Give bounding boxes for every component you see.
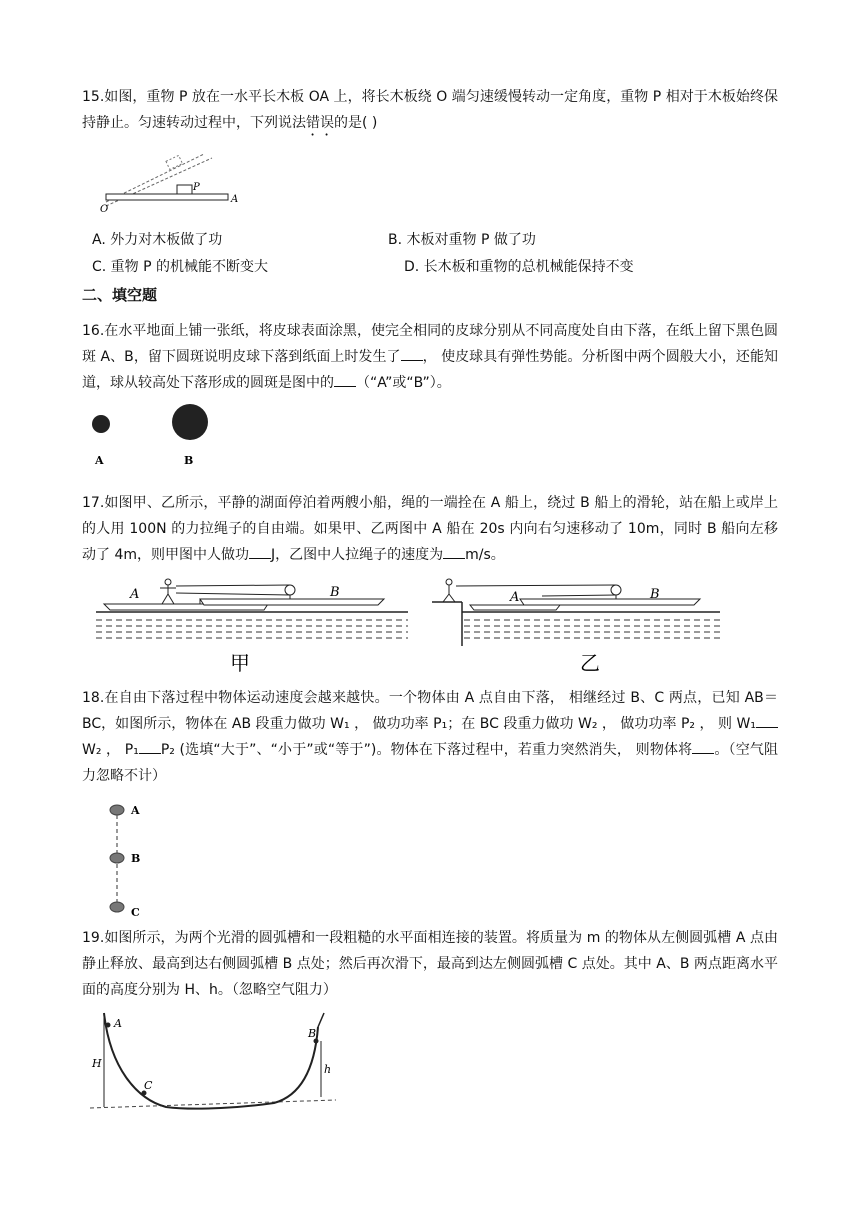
q16-text-part: （“A”或“B”）。 xyxy=(356,375,451,391)
q17-text-part: m/s。 xyxy=(465,547,505,563)
q15-figure-board xyxy=(92,150,242,215)
label-h: h xyxy=(324,1063,332,1076)
question-15-text xyxy=(82,84,778,139)
q15-text-part: 15.如图，重物 P 放在一水平长木板 OA 上，将长木板绕 O 端匀速缓慢转动一定角度，重物 P 相对于木板始终保持静止。匀速转动过程中，下列说法 xyxy=(82,89,778,131)
q18-blank-2[interactable] xyxy=(139,739,161,754)
jia-caption: 甲 xyxy=(230,651,250,674)
yi-label-b: B xyxy=(650,587,660,602)
label-b: B xyxy=(184,454,194,467)
q18-figure-falling xyxy=(100,795,160,920)
section-heading: 二、填空题 xyxy=(82,286,158,304)
q16-text-part: 16.在水平地面上铺一张纸，将皮球表面涂黑，使完全相同的皮球分别从不同高度处自由下落，在纸上留下黑色圆斑 A、B，留下圆斑说明皮球下落到纸面上时发生了 xyxy=(82,323,778,365)
q16-blank-1[interactable] xyxy=(401,346,423,361)
label-p: P xyxy=(193,182,200,193)
label-H: H xyxy=(92,1057,102,1070)
q18-blank-3[interactable] xyxy=(692,739,714,754)
label-b: B xyxy=(308,1027,317,1040)
q15-option-a[interactable]: A. 外力对木板做了功 xyxy=(92,232,223,248)
yi-label-a: A xyxy=(510,590,520,605)
q17-blank-1[interactable] xyxy=(249,544,271,559)
q15-option-d[interactable]: D. 长木板和重物的总机械能保持不变 xyxy=(404,259,634,275)
label-c: C xyxy=(144,1079,153,1092)
label-a: A xyxy=(114,1017,122,1030)
jia-label-b: B xyxy=(330,585,340,600)
label-o: O xyxy=(100,204,109,215)
question-19-text: 19.如图所示，为两个光滑的圆弧槽和一段粗糙的水平面相连接的装置。将质量为 m 的物体从左侧圆弧槽 A 点由静止释放、最高到达右侧圆弧槽 B 点处；然后再次滑下，最高到达左侧圆弧槽 C 点处。其中 A、B 两点距离水平面的高度分别为 H、h。（忽略空气阻力） xyxy=(82,930,778,998)
label-b: B xyxy=(131,852,141,865)
q18-text-part: 。（空气阻力忽略不计） xyxy=(82,742,778,784)
q17-figure-boats xyxy=(90,574,730,674)
q16-text-part: ， 使皮球具有弹性势能。分析图中两个圆般大小，还能知道，球从较高处下落形成的圆斑是图中的 xyxy=(82,349,778,391)
q17-text-part: 17.如图甲、乙所示，平静的湖面停泊着两艘小船，绳的一端拴在 A 船上，绕过 B 船上的滑轮，站在船上或岸上的人用 100N 的力拉绳子的自由端。如果甲、乙两图中 A 船在 20s 内向右匀速移动了 10m，同时 B 船向左移动了 4m，则甲图中人做功 xyxy=(82,495,778,563)
label-c: C xyxy=(131,906,140,919)
q18-text-part: W₂ ， P₁ xyxy=(82,742,139,758)
spot-a xyxy=(92,415,110,433)
q19-figure-track xyxy=(86,1007,340,1117)
q16-blank-2[interactable] xyxy=(334,372,356,387)
label-a: A xyxy=(95,454,104,467)
q18-blank-1[interactable] xyxy=(756,713,778,728)
label-a: A xyxy=(231,194,239,205)
spot-b xyxy=(172,404,208,440)
q15-option-c[interactable]: C. 重物 P 的机械能不断变大 xyxy=(92,259,269,275)
q18-text-part: P₂ (选填“大于”、“小于”或“等于”)。物体在下落过程中，若重力突然消失， 则物体将 xyxy=(160,742,693,758)
label-a: A xyxy=(131,804,140,817)
q15-text-part: 的是( ) xyxy=(334,115,378,131)
jia-label-a: A xyxy=(130,587,140,602)
q15-option-b[interactable]: B. 木板对重物 P 做了功 xyxy=(388,232,536,248)
q15-emphasis: 错误 xyxy=(306,115,334,131)
yi-caption: 乙 xyxy=(580,651,600,674)
question-16-text xyxy=(82,318,778,396)
q18-text-part: 18.在自由下落过程中物体运动速度会越来越快。一个物体由 A 点自由下落， 相继经过 B、C 两点，已知 AB＝BC，如图所示，物体在 AB 段重力做功 W₁ ， 做功功率 P₁；在 BC 段重力做功 W₂ ， 做功功率 P₂ ， 则 W₁ xyxy=(82,690,778,732)
q16-figure-spots xyxy=(84,398,224,470)
q17-text-part: J，乙图中人拉绳子的速度为 xyxy=(271,547,444,563)
question-18-text xyxy=(82,685,778,789)
q17-blank-2[interactable] xyxy=(443,544,465,559)
question-17-text xyxy=(82,490,778,568)
